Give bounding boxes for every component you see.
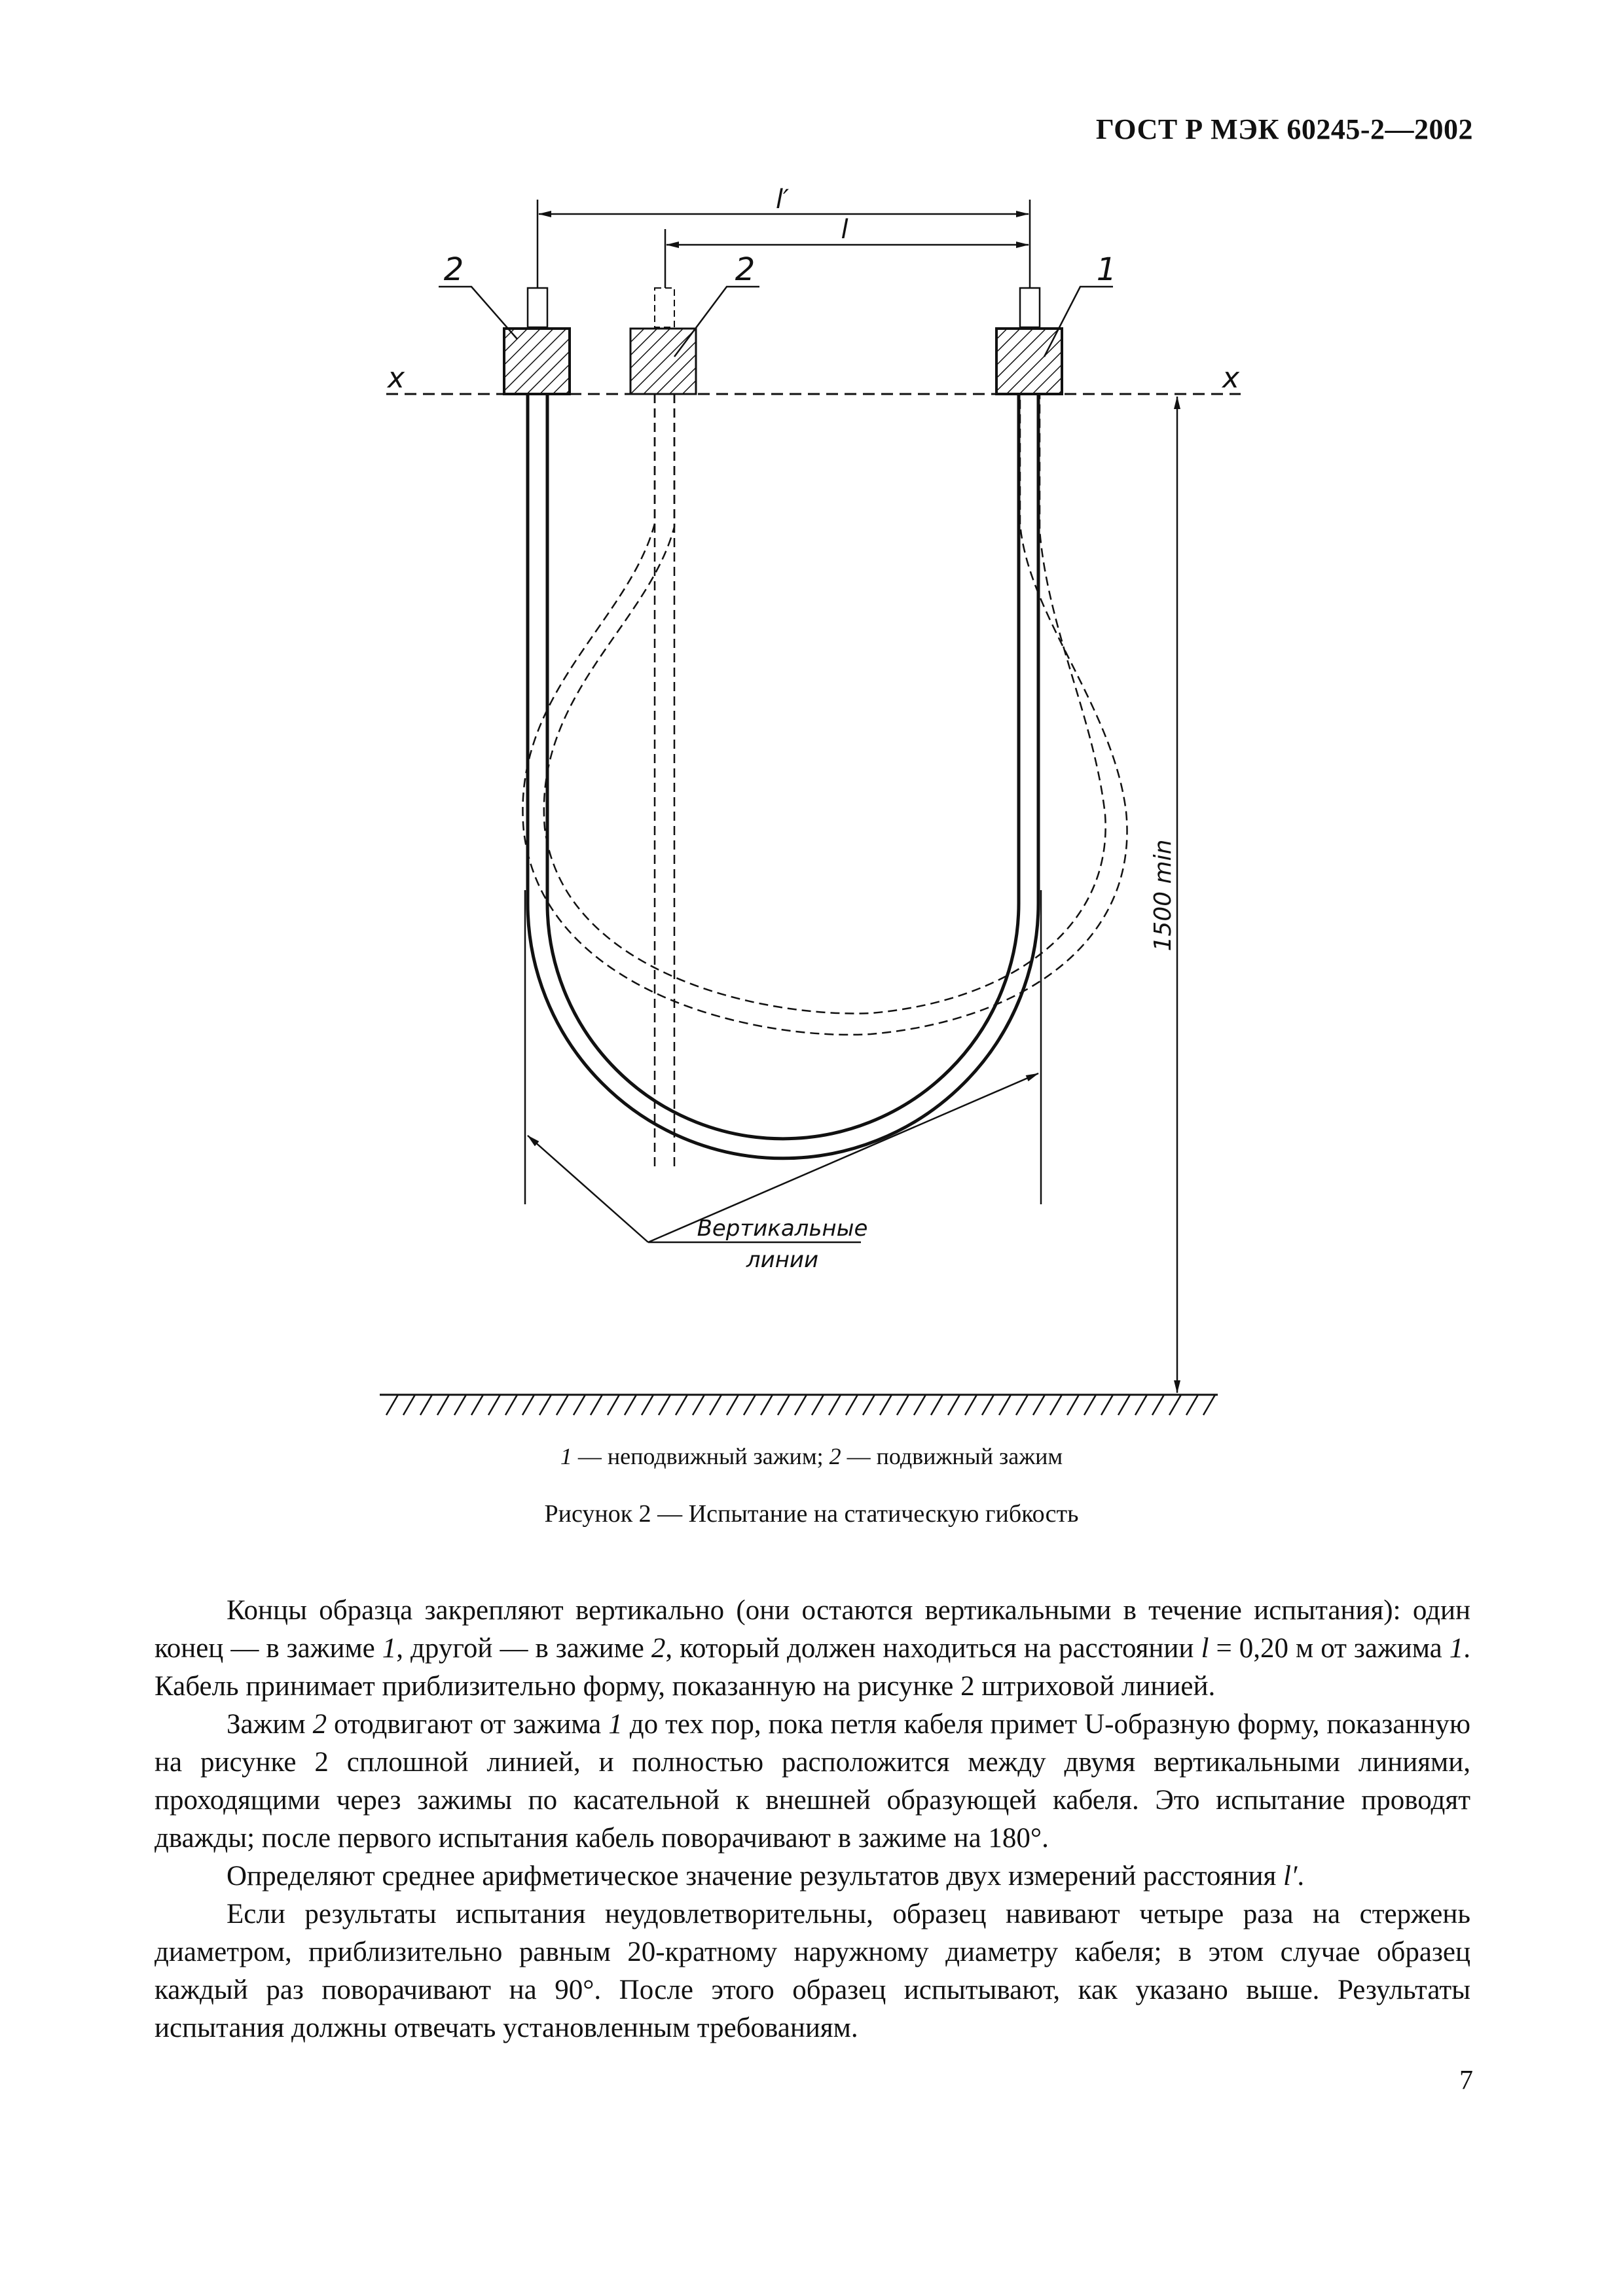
legend-num-1: 1 bbox=[560, 1443, 572, 1469]
p1-text-e: . Кабель принимает приблизительно форму, показанную на рисунке 2 штриховой линией. bbox=[155, 1633, 1470, 1702]
figure-legend bbox=[0, 1443, 1623, 1470]
movable-clamp-initial bbox=[630, 329, 696, 394]
p3-text-b: . bbox=[1297, 1861, 1305, 1892]
p2-text-c: до тех пор, пока петля кабеля примет U-образную форму, показанную на рисунке 2 сплошной линией, и полностью расположится между двумя вертикальными линиями, проходящими через зажимы по касательной к внешней образующей кабеля. Это испытание проводят дважды; после первого испытания кабель поворачивают в зажиме на 180°. bbox=[155, 1709, 1471, 1854]
figure-caption: Рисунок 2 — Испытание на статическую гибкость bbox=[544, 1500, 1079, 1528]
p1-clamp-ref-3: 1 bbox=[1449, 1633, 1464, 1664]
p3-text-a: Определяют среднее арифметическое значение результатов двух измерений расстояния bbox=[227, 1861, 1284, 1892]
ground-hatching bbox=[380, 1395, 1218, 1415]
document-header: ГОСТ Р МЭК 60245-2—2002 bbox=[1095, 113, 1473, 145]
cable-stub-mid bbox=[655, 288, 674, 327]
page-number: 7 bbox=[1459, 2066, 1473, 2096]
paragraph-1 bbox=[155, 1592, 1470, 1706]
p2-text-a: Зажим bbox=[227, 1709, 313, 1740]
p1-text-d: = 0,20 м от зажима bbox=[1209, 1633, 1450, 1664]
paragraph-3 bbox=[155, 1857, 1470, 1895]
body-text bbox=[155, 1592, 1470, 2047]
legend-text-1: — неподвижный зажим; bbox=[572, 1443, 830, 1469]
label-clamp-2-mid: 2 bbox=[735, 251, 756, 288]
p3-distance-symbol: l′ bbox=[1283, 1861, 1298, 1892]
cable-initial-loop-dashed bbox=[522, 394, 1127, 1172]
p1-distance-symbol: l bbox=[1201, 1633, 1209, 1664]
cable-u-shape-solid bbox=[528, 394, 1038, 1158]
p1-clamp-ref-1: 1 bbox=[382, 1633, 397, 1664]
label-clamp-2-left: 2 bbox=[443, 251, 464, 288]
dimension-l-prime-label: l′ bbox=[775, 185, 790, 215]
cable-stub-left bbox=[528, 288, 547, 327]
cable-stub-right bbox=[1020, 288, 1040, 327]
dimension-l-label: l bbox=[841, 215, 848, 245]
vertical-lines-label-1: Вертикальные bbox=[697, 1215, 868, 1242]
axis-x-left: x bbox=[387, 361, 405, 395]
legend-num-2: 2 bbox=[829, 1443, 841, 1469]
movable-clamp-left bbox=[504, 329, 570, 394]
legend-text-2: — подвижный зажим bbox=[841, 1443, 1063, 1469]
p2-clamp-ref-1: 2 bbox=[312, 1709, 327, 1740]
label-clamp-1: 1 bbox=[1096, 251, 1117, 288]
p1-text-a: Концы образца закрепляют вертикально (они остаются вертикальными в течение испытания): один конец — в зажиме bbox=[155, 1595, 1470, 1664]
p1-text-c: , который должен находиться на расстоянии bbox=[665, 1633, 1201, 1664]
axis-x-right: x bbox=[1222, 361, 1240, 395]
dimension-height-label: 1500 min bbox=[1150, 839, 1176, 952]
p1-clamp-ref-2: 2 bbox=[651, 1633, 666, 1664]
vertical-lines-label-2: линии bbox=[746, 1247, 819, 1273]
p2-text-b: отодвигают от зажима bbox=[327, 1709, 609, 1740]
paragraph-4: Если результаты испытания неудовлетворительны, образец навивают четыре раза на стержень диаметром, приблизительно равным 20-кратному наружному диаметру кабеля; в этом случае образец каждый раз поворачивают на 90°. После этого образец испытывают, как указано выше. Результаты испытания должны отвечать установленным требованиям. bbox=[155, 1899, 1470, 2043]
p1-text-b: , другой — в зажиме bbox=[396, 1633, 651, 1664]
p2-clamp-ref-2: 1 bbox=[608, 1709, 623, 1740]
paragraph-2 bbox=[155, 1706, 1470, 1857]
fixed-clamp bbox=[996, 329, 1062, 394]
